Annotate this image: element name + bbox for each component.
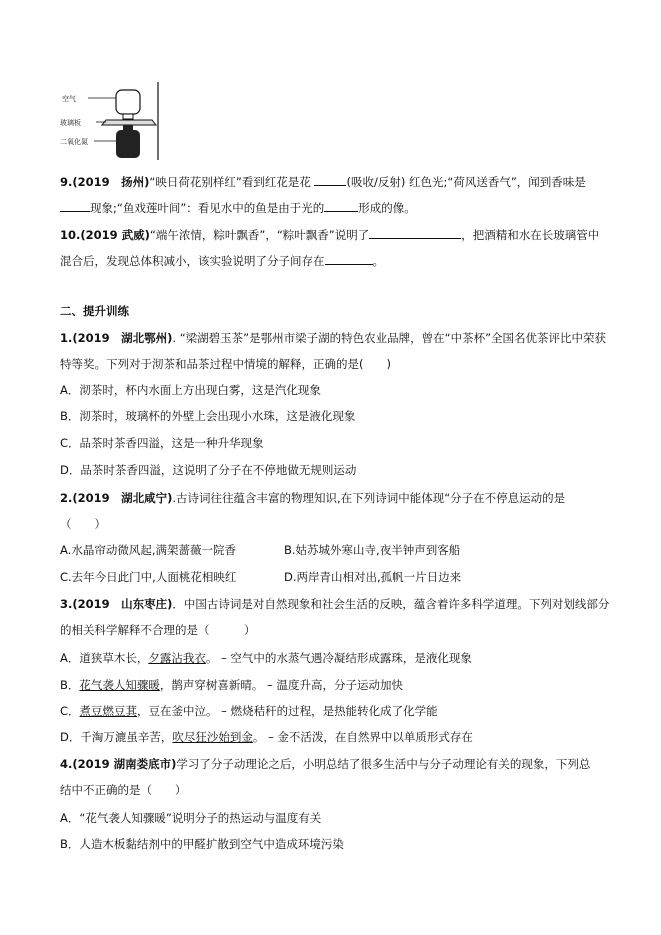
- q9-text-2: (吸收/反射) 红色光;“荷风送香气”，闻到香味是: [346, 175, 586, 189]
- q2-text-1: .古诗词往往蕴含丰富的物理知识,在下列诗词中能体现“分子在不停息运动的是: [172, 491, 566, 505]
- q10-text-1: “端午浓情，粽叶飘香”，“粽叶飘香”说明了: [149, 228, 370, 242]
- q3-d-suffix: 。 – 金不活泼，在自然界中以单质形式存在: [252, 730, 473, 744]
- q3-c-prefix: C．: [60, 704, 80, 718]
- q9-blank-3[interactable]: [324, 199, 358, 212]
- no2-label: 二氧化氮: [60, 138, 88, 146]
- q10-number: 10.: [60, 228, 81, 242]
- q2-option-c[interactable]: C.去年今日此门中,人面桃花相映红: [60, 570, 237, 584]
- q4-source: (2019 湖南娄底市): [72, 757, 177, 771]
- q9-line-2: [60, 199, 620, 216]
- q10-text-3: 混合后，发现总体积减小，该实验说明了分子间存在: [60, 254, 325, 268]
- q3-a-suffix: 。 – 空气中的水蒸气遇冷凝结形成露珠，是液化现象: [205, 651, 472, 665]
- q3-line-1: [60, 596, 620, 612]
- q9-blank-1[interactable]: [314, 173, 346, 186]
- q3-option-a[interactable]: [60, 650, 620, 666]
- q3-a-underlined: 夕露沾我衣: [148, 651, 206, 665]
- q3-option-c[interactable]: [60, 703, 620, 719]
- q3-option-b[interactable]: [60, 677, 620, 693]
- q3-b-prefix: B．: [60, 678, 80, 692]
- q2-source: (2019 湖北咸宁): [72, 491, 173, 505]
- q10-line-2: [60, 252, 620, 269]
- q9-text-4: 形成的像。: [358, 201, 416, 215]
- q1-option-a[interactable]: A．沏茶时，杯内水面上方出现白雾，这是汽化现象: [60, 383, 321, 397]
- q10-blank-2[interactable]: [325, 252, 373, 265]
- q2-line-1: [60, 490, 620, 506]
- q4-line-2: 结中不正确的是（ ）: [60, 783, 187, 797]
- q4-option-b[interactable]: B．人造木板黏结剂中的甲醛扩散到空气中造成环境污染: [60, 837, 344, 851]
- q2-number: 2.: [60, 491, 73, 505]
- q9-number: 9.: [60, 175, 73, 189]
- q4-option-a[interactable]: A．“花气袭人知骤暖”说明分子的热运动与温度有关: [60, 811, 322, 825]
- q3-text-1: ．中国古诗词是对自然现象和社会生活的反映，蕴含着许多科学道理。下列对划线部分: [172, 597, 610, 611]
- q10-text-4: 。: [372, 254, 384, 268]
- air-label: 空气: [62, 95, 76, 103]
- q10-line-1: [60, 226, 620, 243]
- q1-line-2: 特等奖。下列对于沏茶和品茶过程中情境的解释，正确的是( ): [60, 357, 391, 371]
- q9-line-1: [60, 173, 620, 190]
- q1-option-b[interactable]: B．沏茶时，玻璃杯的外壁上会出现小水珠，这是液化现象: [60, 409, 356, 423]
- q1-text-1: . “梁湖碧玉茶”是鄂州市梁子湖的特色农业品牌，曾在“中茶杯”全国名优茶评比中荣获: [172, 331, 607, 345]
- section-title: 二、提升训练: [60, 304, 129, 318]
- q3-source: (2019 山东枣庄): [72, 597, 173, 611]
- q3-c-suffix: ，豆在釜中泣。 – 燃烧秸秆的过程，是热能转化成了化学能: [137, 704, 438, 718]
- q10-blank-1[interactable]: [369, 226, 461, 239]
- q3-d-underlined: 吹尽狂沙始到金: [172, 730, 253, 744]
- q3-c-underlined: 煮豆燃豆萁: [79, 704, 138, 718]
- q3-b-suffix: ，鹊声穿树喜新晴。 – 温度升高，分子运动加快: [159, 678, 403, 692]
- q1-source: (2019 湖北鄂州): [72, 331, 173, 345]
- q2-option-a[interactable]: A.水晶帘动微风起,满架蔷薇一院香: [60, 543, 236, 557]
- q10-text-2: ，把酒精和水在长玻璃管中: [461, 228, 600, 242]
- q3-d-prefix: D．千淘万漉虽辛苦，: [60, 730, 173, 744]
- q3-b-underlined: 花气袭人知骤暖: [79, 678, 160, 692]
- q9-source: (2019 扬州): [72, 175, 150, 189]
- q1-option-c[interactable]: C．品茶时茶香四溢，这是一种升华现象: [60, 436, 264, 450]
- q1-line-1: [60, 330, 620, 346]
- q4-line-1: [60, 756, 620, 772]
- q2-line-2: （ ）: [60, 517, 106, 531]
- q10-source: (2019 武威): [80, 228, 150, 242]
- q2-option-d[interactable]: D.两岸青山相对出,孤帆一片日边来: [284, 570, 462, 584]
- q2-option-b[interactable]: B.姑苏城外寒山寺,夜半钟声到客船: [284, 543, 461, 557]
- q1-number: 1.: [60, 331, 73, 345]
- diffusion-apparatus-figure: [60, 80, 170, 170]
- q4-text-1: 学习了分子动理论之后，小明总结了很多生活中与分子动理论有关的现象，下列总: [176, 757, 591, 771]
- q3-number: 3.: [60, 597, 73, 611]
- q3-a-prefix: A．道狭草木长，: [60, 651, 149, 665]
- q9-text-1: “映日荷花别样红”看到红花是花: [149, 175, 311, 189]
- q9-text-3: 现象;“鱼戏莲叶间”：看见水中的鱼是由于光的: [90, 201, 325, 215]
- q4-number: 4.: [60, 757, 73, 771]
- glass-plate-label: 玻璃板: [60, 119, 81, 127]
- q3-option-d[interactable]: [60, 729, 620, 745]
- q9-blank-2[interactable]: [60, 199, 90, 212]
- q2-options-row-2: [60, 569, 620, 585]
- q1-option-d[interactable]: D．品茶时茶香四溢，这说明了分子在不停地做无规则运动: [60, 463, 357, 477]
- q3-line-2: 的相关科学解释不合理的是（ ）: [60, 623, 256, 637]
- q2-options-row-1: [60, 542, 620, 558]
